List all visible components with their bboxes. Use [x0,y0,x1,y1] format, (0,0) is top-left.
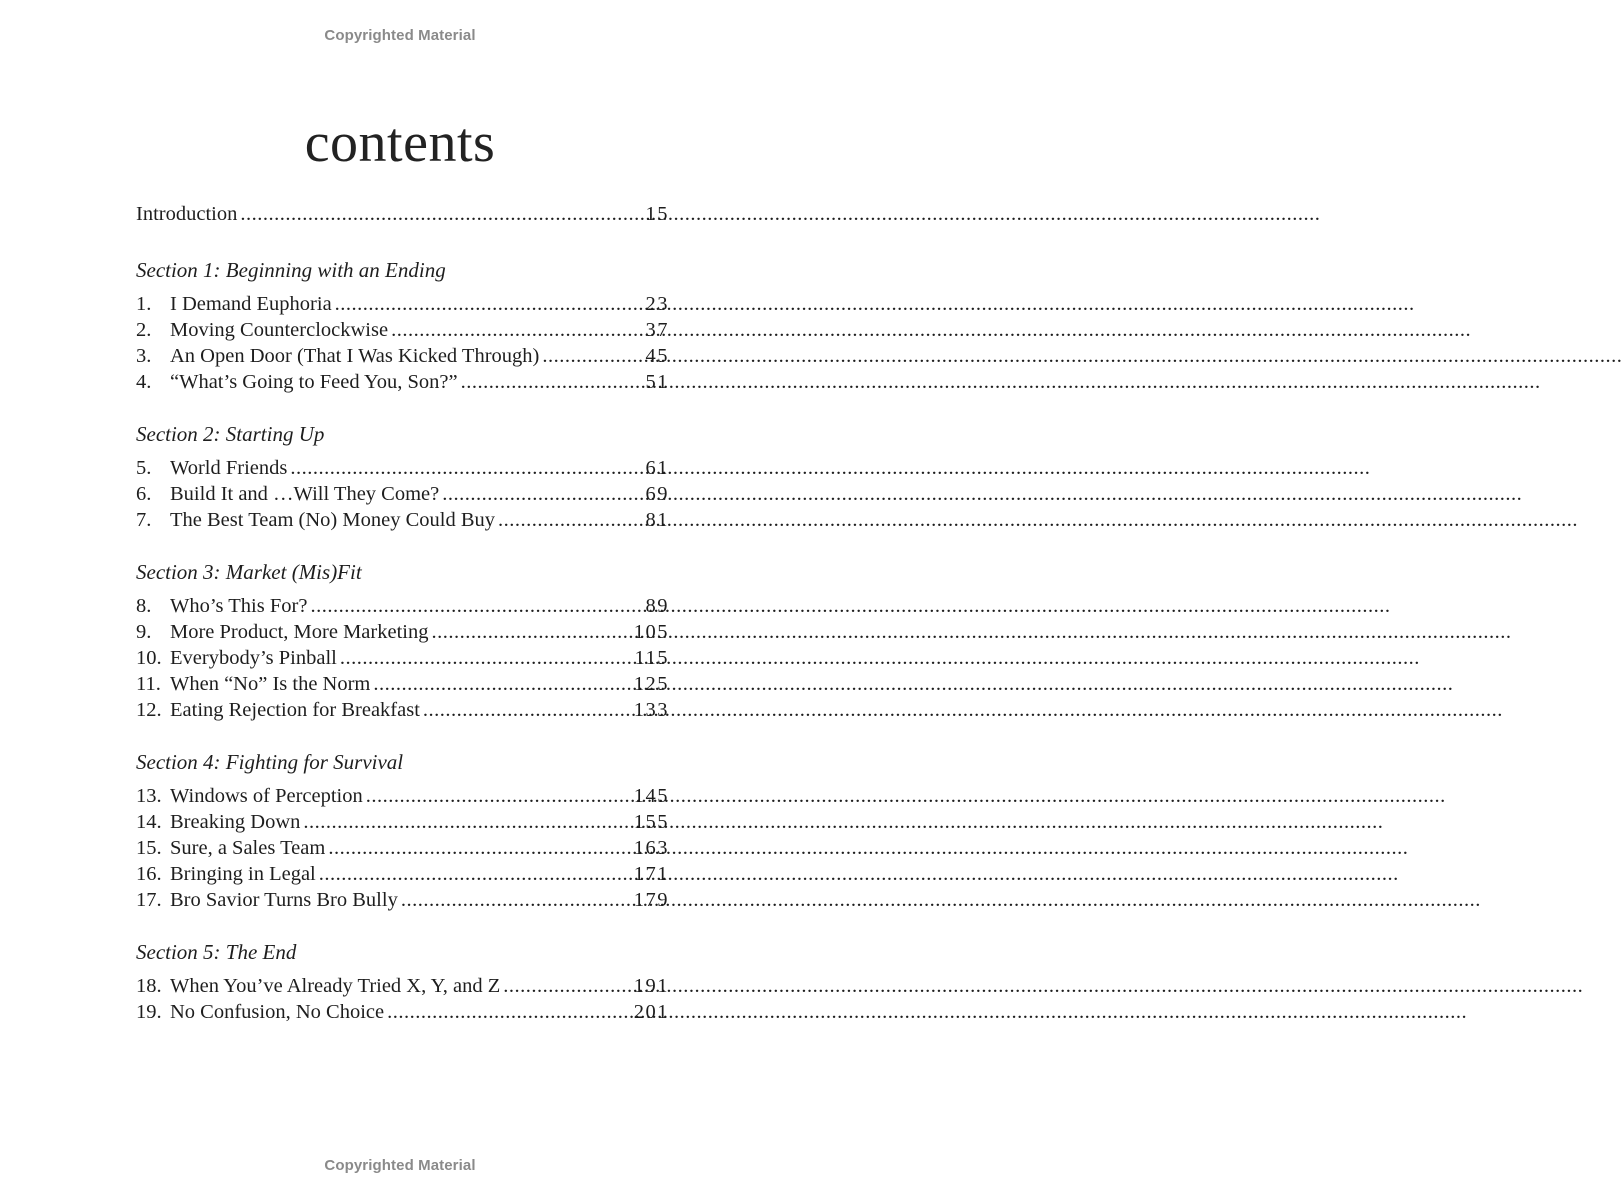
toc-entry-chapter-19[interactable] [136,999,669,1025]
toc-entry-page: 105 [633,621,669,643]
toc-entry-page: 23 [645,293,669,315]
toc-entry-page: 69 [645,483,669,505]
chapter-number: 4. [136,371,152,393]
toc-entry-page: 81 [645,509,669,531]
toc-entry-chapter-11[interactable] [136,671,669,697]
toc-entry-title: Windows of Perception [170,785,363,807]
toc-entry-chapter-5[interactable] [136,455,669,481]
toc-entry-title: World Friends [170,457,288,479]
toc-entry-title: Bringing in Legal [170,863,316,885]
chapter-number: 2. [136,319,152,341]
section-heading: Section 1: Beginning with an Ending [136,258,446,282]
toc-entry-title: Moving Counterclockwise [170,319,389,341]
toc-entry-chapter-18[interactable] [136,973,669,999]
dot-leader [391,317,644,343]
page-title: contents [304,112,496,174]
toc-entry-chapter-8[interactable] [136,593,669,619]
toc-entry-title: Introduction [136,203,238,225]
toc-entry-chapter-4[interactable] [136,369,669,395]
toc-section-2 [136,421,669,533]
toc-entry-chapter-16[interactable] [136,861,669,887]
chapter-number: 10. [136,647,162,669]
toc-entry-chapter-15[interactable] [136,835,669,861]
dot-leader [431,619,632,645]
section-heading: Section 5: The End [136,940,297,964]
dot-leader [319,861,633,887]
toc-entry-page: 145 [633,785,669,807]
toc-section-3 [136,559,669,723]
toc-entry-title: The Best Team (No) Money Could Buy [170,509,496,531]
toc-entry-chapter-1[interactable] [136,291,669,317]
toc-entry-chapter-2[interactable] [136,317,669,343]
chapter-number: 9. [136,621,152,643]
toc-entry-title: Eating Rejection for Breakfast [170,699,420,721]
toc-entry-page: 171 [633,863,669,885]
toc-entry-title: More Product, More Marketing [170,621,429,643]
copyright-watermark-top: Copyrighted Material [324,27,476,44]
section-heading: Section 4: Fighting for Survival [136,750,404,774]
dot-leader [442,481,644,507]
toc-entry-title: Build It and …Will They Come? [170,483,440,505]
toc-entry-chapter-3[interactable] [136,343,669,369]
chapter-number: 17. [136,889,162,911]
copyright-watermark-bottom: Copyrighted Material [324,1157,476,1174]
toc-entry-chapter-13[interactable] [136,783,669,809]
chapter-number: 15. [136,837,162,859]
dot-leader [498,507,644,533]
toc-section-5 [136,939,669,1025]
section-heading: Section 3: Market (Mis)Fit [136,560,362,584]
toc-entry-title: When “No” Is the Norm [170,673,371,695]
toc-section-4 [136,749,669,913]
dot-leader [328,835,632,861]
chapter-number: 8. [136,595,152,617]
table-of-contents [136,201,669,1025]
toc-entry-title: Breaking Down [170,811,301,833]
section-heading: Section 2: Starting Up [136,422,325,446]
chapter-number: 1. [136,293,152,315]
dot-leader [387,999,633,1025]
toc-entry-title: No Confusion, No Choice [170,1001,385,1023]
toc-entry-page: 89 [645,595,669,617]
toc-entry-title: An Open Door (That I Was Kicked Through) [170,345,540,367]
toc-entry-title: When You’ve Already Tried X, Y, and Z [170,975,501,997]
toc-section-1 [136,257,669,395]
toc-entry-chapter-10[interactable] [136,645,669,671]
toc-entry-title: Bro Savior Turns Bro Bully [170,889,398,911]
dot-leader [423,697,633,723]
toc-entry-title: Sure, a Sales Team [170,837,326,859]
toc-entry-page: 61 [645,457,669,479]
chapter-number: 12. [136,699,162,721]
chapter-number: 5. [136,457,152,479]
dot-leader [310,593,644,619]
toc-entry-page: 51 [645,371,669,393]
chapter-number: 16. [136,863,162,885]
toc-entry-chapter-6[interactable] [136,481,669,507]
toc-entry-page: 155 [633,811,669,833]
chapter-number: 18. [136,975,162,997]
toc-entry-title: Who’s This For? [170,595,308,617]
dot-leader [290,455,644,481]
toc-entry-page: 201 [633,1001,669,1023]
toc-entry-title: Everybody’s Pinball [170,647,337,669]
dot-leader [335,291,645,317]
dot-leader [503,973,632,999]
dot-leader [401,887,633,913]
toc-entry-page: 125 [633,673,669,695]
chapter-number: 11. [136,673,161,695]
toc-entry-chapter-17[interactable] [136,887,669,913]
chapter-number: 7. [136,509,152,531]
dot-leader [542,343,644,369]
dot-leader [366,783,633,809]
chapter-number: 14. [136,811,162,833]
dot-leader [303,809,632,835]
toc-entry-introduction[interactable] [136,201,669,227]
toc-entry-page: 45 [645,345,669,367]
dot-leader [340,645,634,671]
toc-entry-page: 133 [633,699,669,721]
dot-leader [461,369,645,395]
toc-entry-page: 191 [633,975,669,997]
toc-entry-chapter-9[interactable] [136,619,669,645]
toc-entry-page: 179 [633,889,669,911]
toc-entry-chapter-12[interactable] [136,697,669,723]
toc-entry-page: 15 [645,203,669,225]
chapter-number: 19. [136,1001,162,1023]
toc-entry-chapter-14[interactable] [136,809,669,835]
toc-entry-title: I Demand Euphoria [170,293,332,315]
dot-leader [373,671,632,697]
toc-entry-page: 115 [634,647,669,669]
toc-entry-title: “What’s Going to Feed You, Son?” [170,371,458,393]
chapter-number: 13. [136,785,162,807]
chapter-number: 6. [136,483,152,505]
dot-leader [240,201,644,227]
toc-entry-page: 37 [645,319,669,341]
toc-entry-page: 163 [633,837,669,859]
toc-entry-chapter-7[interactable] [136,507,669,533]
chapter-number: 3. [136,345,152,367]
